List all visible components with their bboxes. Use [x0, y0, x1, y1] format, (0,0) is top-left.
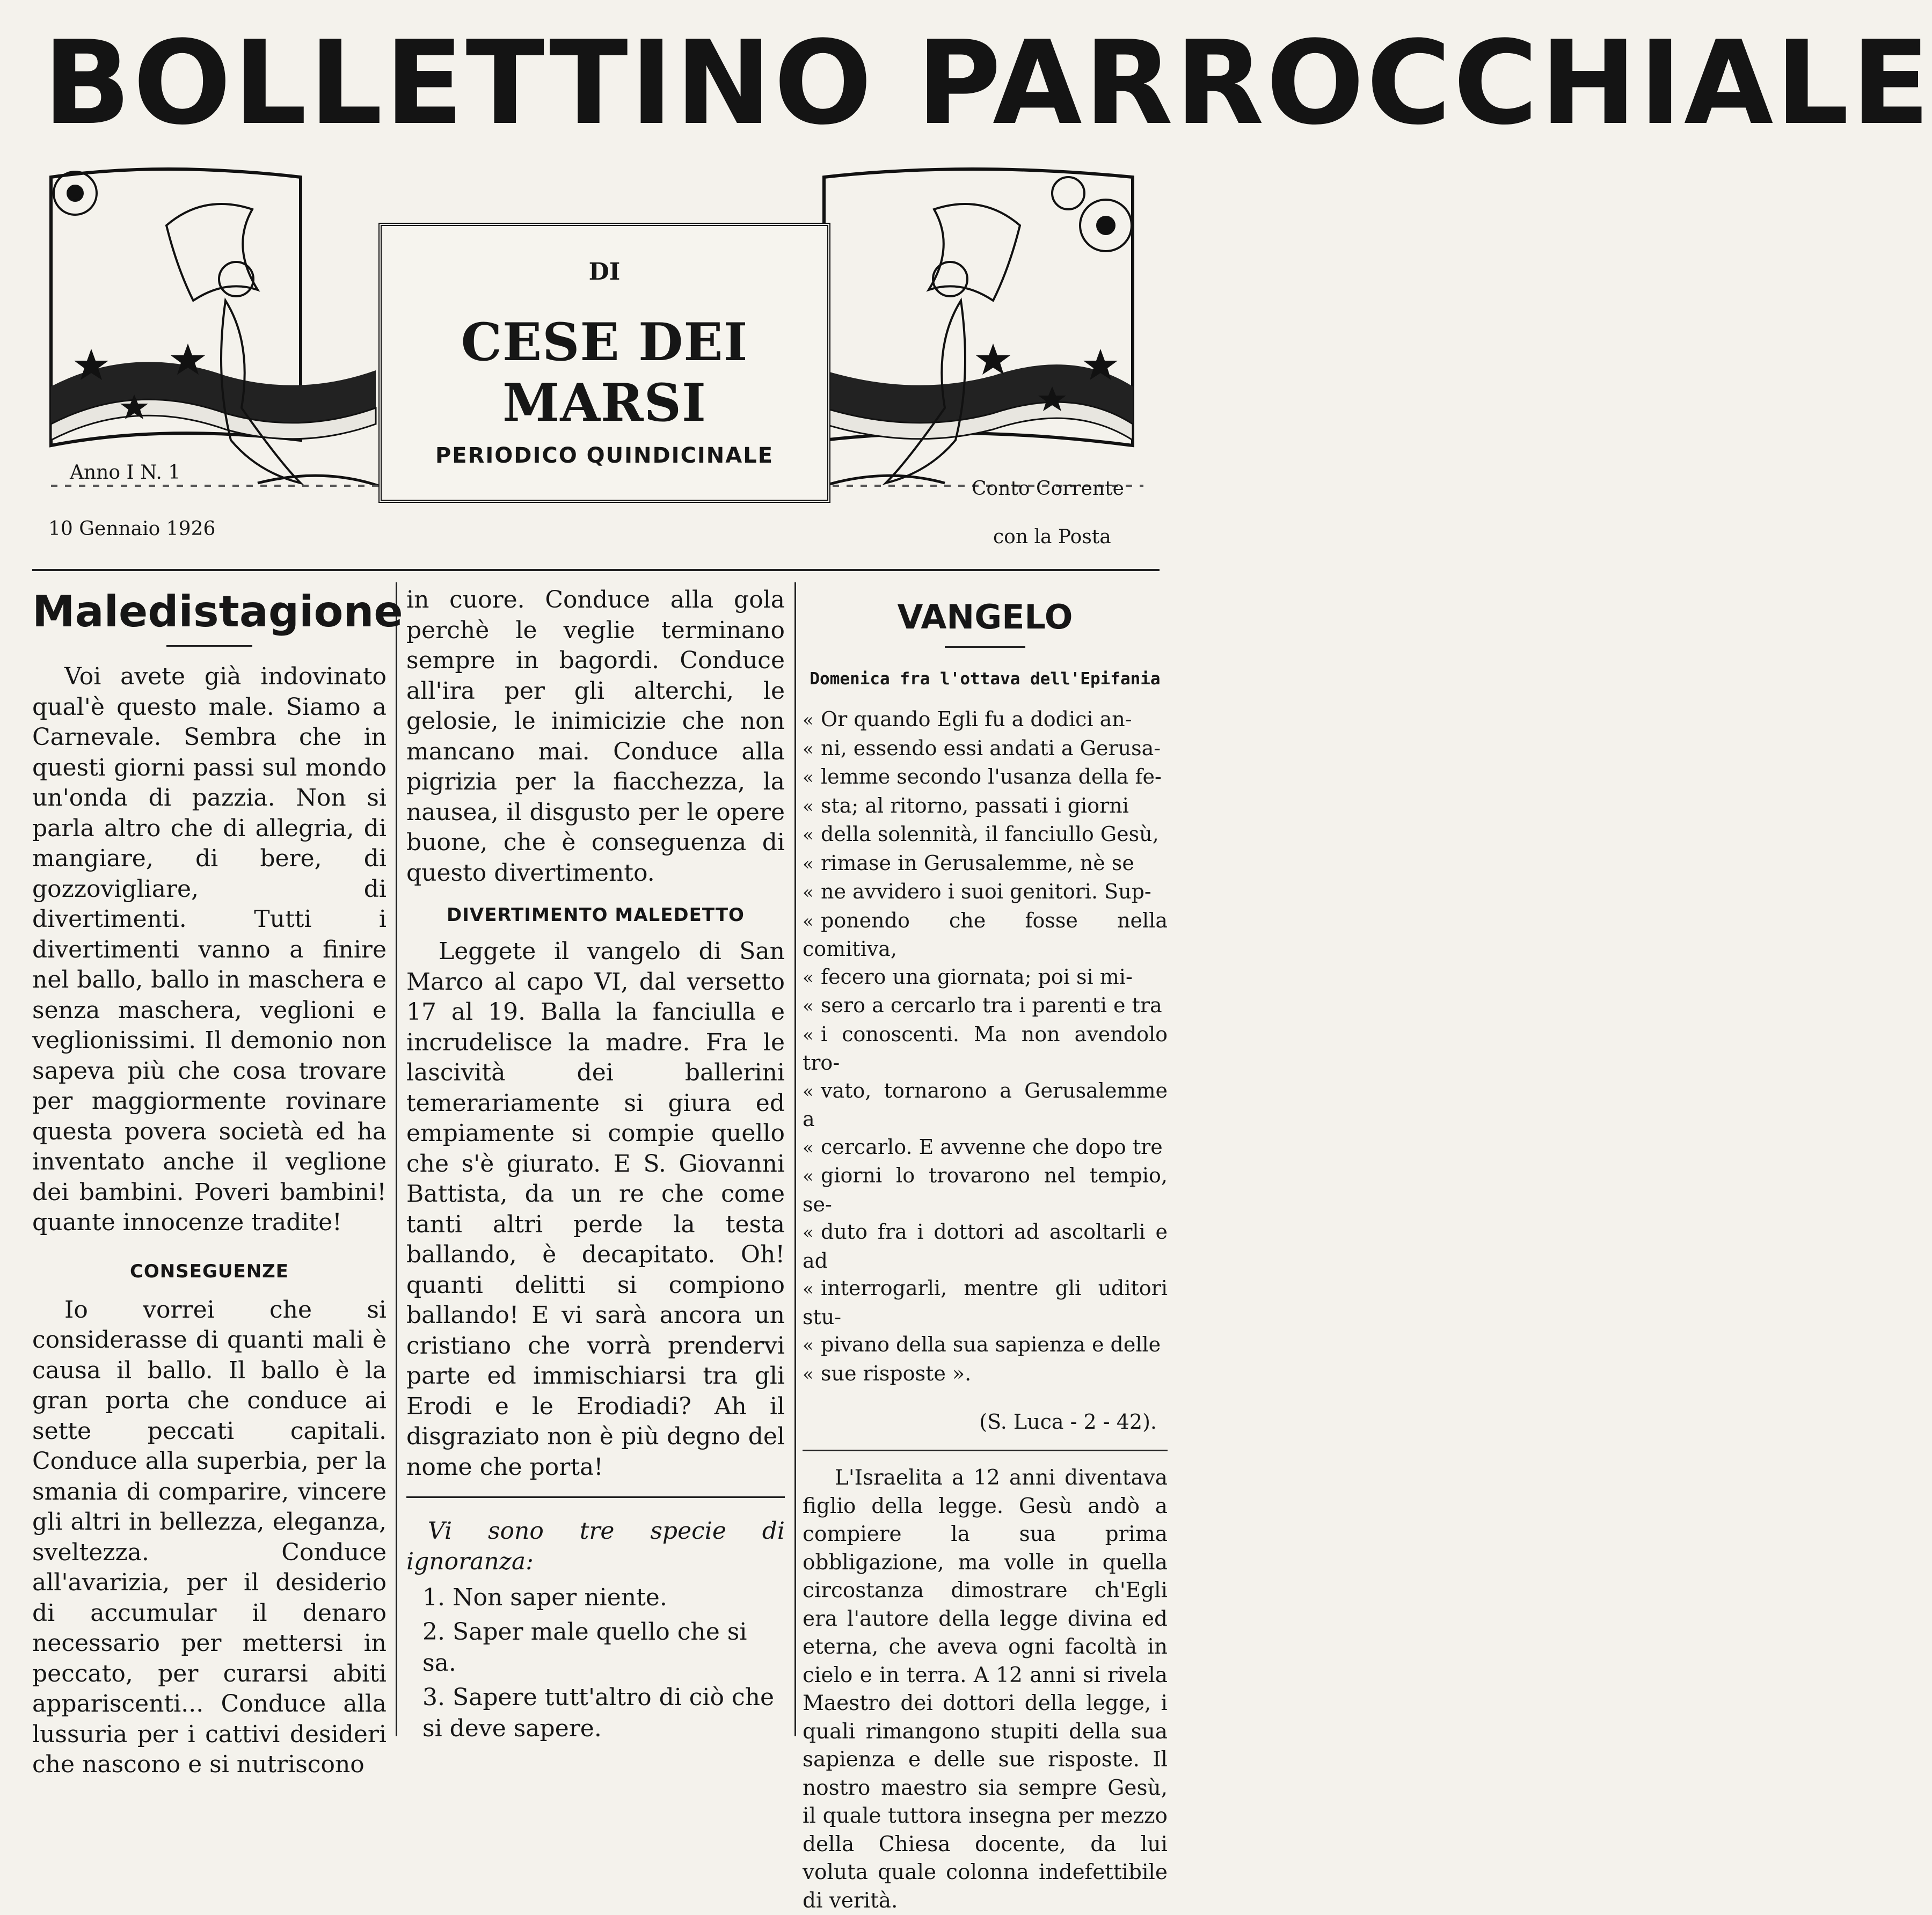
- article-title: Male di stagione: [32, 587, 403, 637]
- gospel-line: « sue risposte ».: [803, 1361, 972, 1385]
- gospel-line: « interrogarli, mentre gli uditori stu-: [803, 1276, 1168, 1329]
- ignorance-intro: Vi sono tre specie di ignoranza:: [406, 1517, 785, 1575]
- article-paragraph: Io vorrei che si considerasse di quanti mali è causa il ballo. Il ballo è la gran porta che conduce ai sette peccati capitali. Conduce alla superbia, per la smania di comparire, vincere gli altri in bellezza, eleganza, sveltezza. Conduce all'avarizia, per il desiderio di accumular il denaro necessario per mettersi in peccato, per curarsi abiti appariscenti... Conduce alla lussuria per i cattivi desideri che nascono e si nutriscono: [32, 1296, 387, 1778]
- article-paragraph: Leggete il vangelo di San Marco al capo VI, dal versetto 17 al 19. Balla la fanciulla e incrudelisce la madre. Fra le lascività dei ballerini temerariamente si giura ed empiamente si compie quello che s'è giurato. E S. Giovanni Battista, da un re che come tanti altri perde la testa ballando, è decapitato. Oh! quanti delitti si compiono ballando! E vi sarà ancora un cristiano che vorrà prendervi parte ed immischiarsi tra gli Erodi e le Erodiadi? Ah il disgraziato non è più degno del nome che porta!: [406, 938, 785, 1481]
- issue-number: Anno I N. 1: [70, 462, 181, 484]
- column-divider: [396, 582, 397, 1736]
- list-item: 3. Sapere tutt'altro di ciò che si deve sapere.: [422, 1684, 775, 1742]
- gospel-subtitle: Domenica fra l'ottava dell'Epifania: [810, 669, 1161, 689]
- commentary-paragraph: L'Israelita a 12 anni diventava figlio della legge. Gesù andò a compiere la sua prima obbligazione, ma volle in quella circostanza dimostrare ch'Egli era l'autore della legge divina ed eterna, che aveva ogni facoltà in cielo e in terra. A 12 anni si rivela Maestro dei dottori della legge, i quali rimangono stupiti della sua sapienza e delle sue risposte. Il nostro maestro sia sempre Gesù, il quale tuttora insegna per mezzo della Chiesa docente, da lui voluta quale colonna indefettibile di verità.: [803, 1466, 1168, 1913]
- gospel-line: « vato, tornarono a Gerusalemme a: [803, 1078, 1168, 1131]
- gospel-line: « duto fra i dottori ad ascoltarli e ad: [803, 1220, 1168, 1273]
- gospel-line: « ponendo che fosse nella comitiva,: [803, 908, 1168, 961]
- title-cartouche: [378, 223, 830, 503]
- gospel-text: [803, 706, 1168, 1388]
- title-rule: [945, 646, 1025, 648]
- parish-name: CESE DEI MARSI: [461, 312, 748, 433]
- article-title: VANGELO: [897, 597, 1073, 637]
- gospel-line: « ne avvidero i suoi genitori. Sup-: [803, 880, 1151, 903]
- title-rule: [166, 645, 252, 647]
- gospel-line: « giorni lo trovarono nel tempio, se-: [803, 1164, 1168, 1216]
- gospel-line: « Or quando Egli fu a dodici an-: [803, 707, 1132, 731]
- gospel-line: « fecero una giornata; poi si mi-: [803, 964, 1133, 989]
- list-item: 1. Non saper niente.: [422, 1584, 667, 1611]
- masthead: [0, 0, 1932, 569]
- issue-date: 10 Gennaio 1926: [48, 518, 216, 540]
- ignorance-list: [406, 1582, 785, 1744]
- gospel-citation: (S. Luca - 2 - 42).: [979, 1410, 1157, 1434]
- article-left: [32, 585, 403, 1780]
- section-heading: DIVERTIMENTO MALEDETTO: [447, 904, 745, 926]
- gospel-line: « i conoscenti. Ma non avendolo tro-: [803, 1022, 1168, 1075]
- gospel-line: « rimase in Gerusalemme, nè se: [803, 851, 1134, 875]
- article-paragraph: in cuore. Conduce alla gola perchè le veglie terminano sempre in bagordi. Conduce all'ira per gli alterchi, le gelosie, le inimicizie che non mancano mai. Conduce alla pigrizia per la fiacchezza, la nausea, il disgusto per le opere buone, che è conseguenza di questo divertimento.: [406, 586, 785, 887]
- section-heading: CONSEGUENZE: [129, 1260, 289, 1282]
- newspaper-title: BOLLETTINO PARROCCHIALE: [43, 16, 1932, 150]
- gospel-line: « lemme secondo l'usanza della fe-: [803, 765, 1162, 788]
- gospel-line: « cercarlo. E avvenne che dopo tre: [803, 1135, 1163, 1159]
- postal-account-line2: con la Posta: [993, 526, 1111, 548]
- article-right: [803, 585, 1168, 1915]
- postal-account-line1: Conto Corrente: [972, 478, 1124, 500]
- column-divider: [794, 582, 796, 1736]
- section-rule: [803, 1450, 1168, 1451]
- gospel-line: « della solennità, il fanciullo Gesù,: [803, 822, 1159, 846]
- periodicity: PERIODICO QUINDICINALE: [435, 443, 774, 468]
- list-item: 2. Saper male quello che si sa.: [422, 1618, 747, 1677]
- article-middle: [406, 585, 785, 1744]
- gospel-line: « pivano della sua sapienza e delle: [803, 1333, 1161, 1356]
- gospel-line: « ni, essendo essi andati a Gerusa-: [803, 736, 1161, 760]
- title-di: DI: [588, 258, 621, 286]
- gospel-line: « sero a cercarlo tra i parenti e tra: [803, 993, 1162, 1017]
- gospel-line: « sta; al ritorno, passati i giorni: [803, 793, 1129, 817]
- section-rule: [406, 1496, 785, 1498]
- article-paragraph: Voi avete già indovinato qual'è questo male. Siamo a Carnevale. Sembra che in questi giorni passi sul mondo un'onda di pazzia. Non si parla altro che di allegria, di mangiare, di bere, di gozzovigliare, di divertimenti. Tutti i divertimenti vanno a finire nel ballo, ballo in maschera e senza maschera, veglioni e veglionissimi. Il demonio non sapeva più che cosa trovare per maggiormente rovinare questa povera società ed ha inventato anche il veglione dei bambini. Poveri bambini! quante innocenze tradite!: [32, 663, 387, 1236]
